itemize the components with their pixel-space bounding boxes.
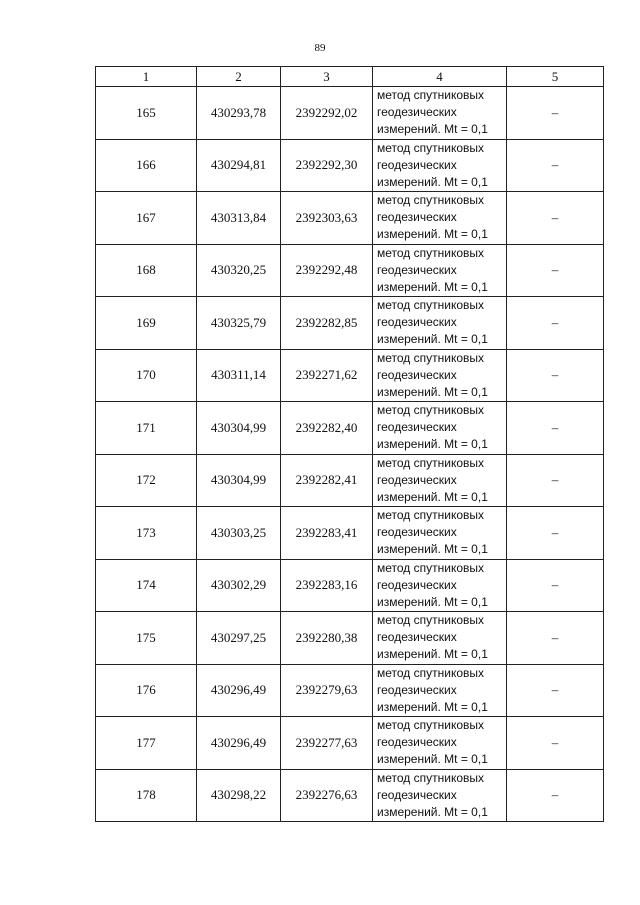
point-number: 165 [96, 87, 197, 140]
page-number: 89 [314, 42, 326, 54]
coordinate-x: 430304,99 [197, 402, 281, 455]
coordinate-x: 430302,29 [197, 559, 281, 612]
method-description [373, 87, 507, 140]
method-line: геодезических [377, 472, 457, 487]
note-dash: – [507, 769, 604, 822]
coordinate-x: 430297,25 [197, 612, 281, 665]
method-line: метод спутниковых [377, 770, 485, 785]
method-line: метод спутниковых [377, 245, 485, 260]
table-row [96, 349, 604, 402]
column-header-5: 5 [507, 67, 604, 87]
note-dash: – [507, 139, 604, 192]
table-row [96, 507, 604, 560]
point-number: 170 [96, 349, 197, 402]
coordinate-x: 430313,84 [197, 192, 281, 245]
method-line: измерений. Mt = 0,1 [377, 279, 488, 294]
note-dash: – [507, 349, 604, 402]
method-line: измерений. Mt = 0,1 [377, 227, 488, 242]
coordinate-y: 2392279,63 [281, 664, 373, 717]
note-dash: – [507, 192, 604, 245]
method-description [373, 612, 507, 665]
table-header-row [96, 67, 604, 87]
method-description [373, 454, 507, 507]
point-number: 178 [96, 769, 197, 822]
method-line: метод спутниковых [377, 350, 485, 365]
point-number: 171 [96, 402, 197, 455]
point-number: 176 [96, 664, 197, 717]
method-line: измерений. Mt = 0,1 [377, 647, 488, 662]
point-number: 172 [96, 454, 197, 507]
table-row [96, 559, 604, 612]
method-line: геодезических [377, 787, 457, 802]
note-dash: – [507, 559, 604, 612]
coordinate-y: 2392280,38 [281, 612, 373, 665]
coordinate-x: 430311,14 [197, 349, 281, 402]
method-line: метод спутниковых [377, 718, 485, 733]
method-line: измерений. Mt = 0,1 [377, 384, 488, 399]
method-line: метод спутниковых [377, 613, 485, 628]
method-line: геодезических [377, 420, 457, 435]
table-row [96, 87, 604, 140]
method-line: геодезических [377, 525, 457, 540]
method-description [373, 349, 507, 402]
method-line: геодезических [377, 367, 457, 382]
method-description [373, 664, 507, 717]
method-line: измерений. Mt = 0,1 [377, 594, 488, 609]
note-dash: – [507, 402, 604, 455]
coordinate-x: 430296,49 [197, 664, 281, 717]
point-number: 167 [96, 192, 197, 245]
method-line: метод спутниковых [377, 455, 485, 470]
note-dash: – [507, 507, 604, 560]
method-line: метод спутниковых [377, 403, 485, 418]
table-body [96, 87, 604, 822]
coordinate-x: 430293,78 [197, 87, 281, 140]
method-line: геодезических [377, 630, 457, 645]
table-row [96, 402, 604, 455]
method-line: метод спутниковых [377, 140, 485, 155]
column-header-1: 1 [96, 67, 197, 87]
coordinate-y: 2392277,63 [281, 717, 373, 770]
method-line: метод спутниковых [377, 508, 485, 523]
table-row [96, 139, 604, 192]
method-line: измерений. Mt = 0,1 [377, 752, 488, 767]
method-line: геодезических [377, 577, 457, 592]
method-line: геодезических [377, 315, 457, 330]
coordinate-y: 2392303,63 [281, 192, 373, 245]
table-row [96, 717, 604, 770]
method-description [373, 507, 507, 560]
coordinate-x: 430296,49 [197, 717, 281, 770]
coordinate-y: 2392276,63 [281, 769, 373, 822]
coordinate-x: 430325,79 [197, 297, 281, 350]
point-number: 177 [96, 717, 197, 770]
coordinate-y: 2392292,48 [281, 244, 373, 297]
point-number: 166 [96, 139, 197, 192]
method-line: метод спутниковых [377, 298, 485, 313]
note-dash: – [507, 717, 604, 770]
coordinate-y: 2392283,16 [281, 559, 373, 612]
method-line: измерений. Mt = 0,1 [377, 174, 488, 189]
method-line: метод спутниковых [377, 88, 485, 103]
coordinates-table [95, 66, 604, 822]
method-line: измерений. Mt = 0,1 [377, 542, 488, 557]
method-line: метод спутниковых [377, 560, 485, 575]
method-description [373, 192, 507, 245]
method-line: геодезических [377, 105, 457, 120]
coordinate-y: 2392292,02 [281, 87, 373, 140]
method-line: геодезических [377, 210, 457, 225]
coordinate-y: 2392271,62 [281, 349, 373, 402]
method-description [373, 769, 507, 822]
method-description [373, 297, 507, 350]
method-description [373, 559, 507, 612]
table-row [96, 244, 604, 297]
method-line: измерений. Mt = 0,1 [377, 804, 488, 819]
method-line: геодезических [377, 157, 457, 172]
method-line: измерений. Mt = 0,1 [377, 122, 488, 137]
table-row [96, 664, 604, 717]
table-row [96, 612, 604, 665]
table-row [96, 192, 604, 245]
method-line: измерений. Mt = 0,1 [377, 332, 488, 347]
note-dash: – [507, 612, 604, 665]
point-number: 173 [96, 507, 197, 560]
column-header-2: 2 [197, 67, 281, 87]
method-line: геодезических [377, 262, 457, 277]
coordinate-x: 430304,99 [197, 454, 281, 507]
note-dash: – [507, 87, 604, 140]
coordinate-y: 2392282,41 [281, 454, 373, 507]
coordinate-x: 430298,22 [197, 769, 281, 822]
coordinate-y: 2392282,40 [281, 402, 373, 455]
method-description [373, 717, 507, 770]
coordinate-x: 430303,25 [197, 507, 281, 560]
coordinate-x: 430320,25 [197, 244, 281, 297]
method-line: измерений. Mt = 0,1 [377, 699, 488, 714]
note-dash: – [507, 297, 604, 350]
point-number: 169 [96, 297, 197, 350]
method-description [373, 244, 507, 297]
coordinate-y: 2392283,41 [281, 507, 373, 560]
coordinate-y: 2392282,85 [281, 297, 373, 350]
point-number: 175 [96, 612, 197, 665]
note-dash: – [507, 454, 604, 507]
method-description [373, 139, 507, 192]
point-number: 168 [96, 244, 197, 297]
method-line: измерений. Mt = 0,1 [377, 437, 488, 452]
table-row [96, 297, 604, 350]
method-description [373, 402, 507, 455]
column-header-4: 4 [373, 67, 507, 87]
coordinate-y: 2392292,30 [281, 139, 373, 192]
method-line: метод спутниковых [377, 193, 485, 208]
table-row [96, 769, 604, 822]
note-dash: – [507, 664, 604, 717]
method-line: геодезических [377, 735, 457, 750]
method-line: геодезических [377, 682, 457, 697]
column-header-3: 3 [281, 67, 373, 87]
point-number: 174 [96, 559, 197, 612]
note-dash: – [507, 244, 604, 297]
coordinate-x: 430294,81 [197, 139, 281, 192]
method-line: метод спутниковых [377, 665, 485, 680]
method-line: измерений. Mt = 0,1 [377, 489, 488, 504]
table-row [96, 454, 604, 507]
